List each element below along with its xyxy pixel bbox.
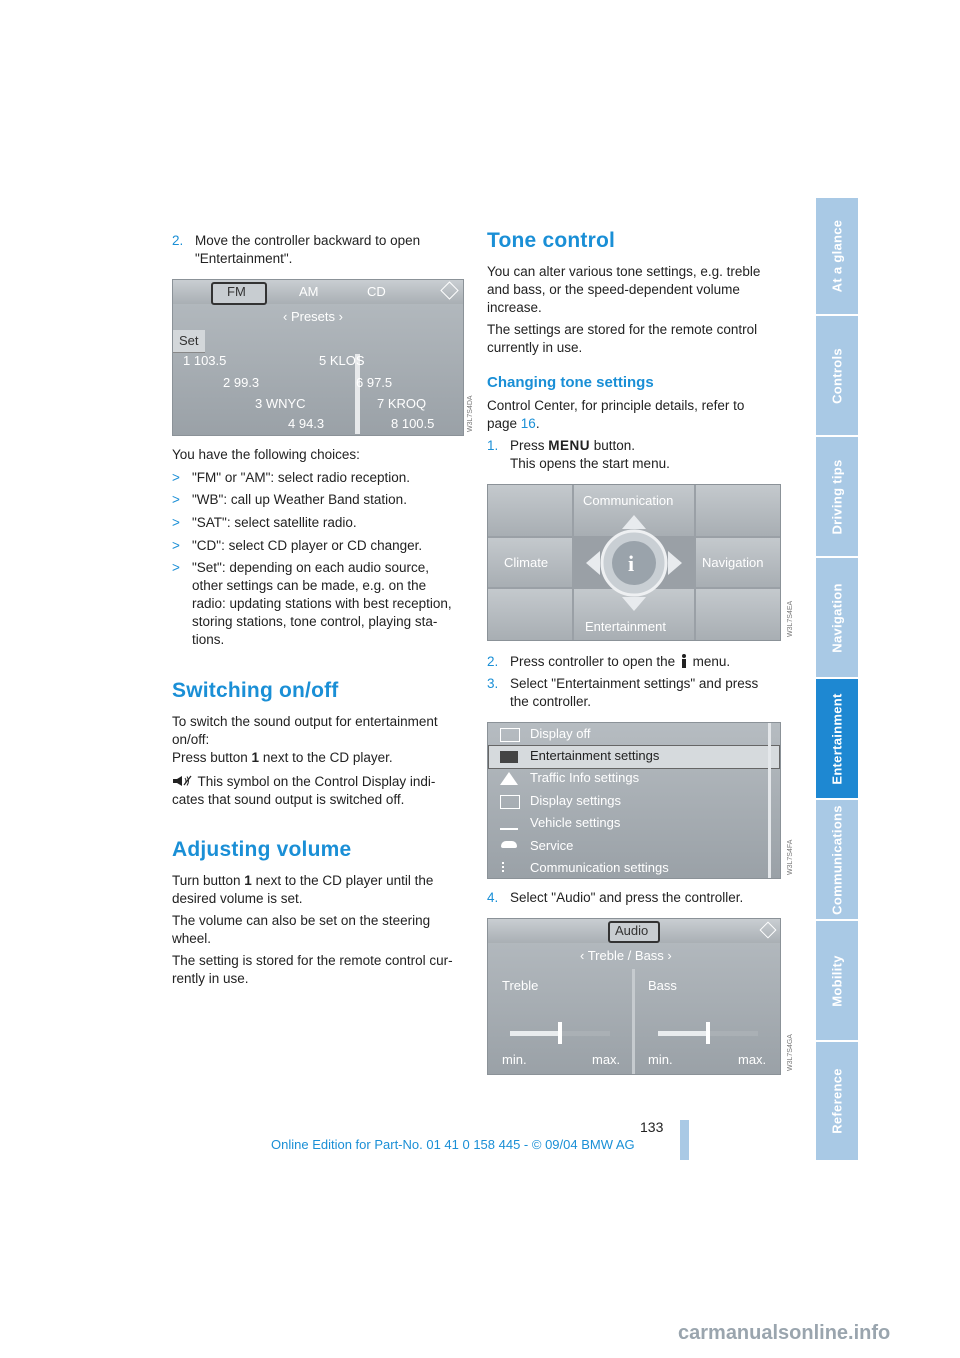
panel-divider (632, 969, 635, 1074)
list-item[interactable]: Display off (530, 726, 591, 741)
tone-step-3: 3. Select "Entertainment settings" and press the controller. (487, 676, 759, 709)
treble-slider-handle[interactable] (558, 1022, 562, 1044)
display-settings-icon (500, 795, 520, 809)
list-item[interactable]: Communication settings (530, 860, 669, 875)
entertainment-label: Entertainment (585, 619, 666, 634)
page-number-bar (680, 1120, 689, 1160)
tone-step-4: 4. Select "Audio" and press the controller. (487, 890, 744, 905)
tab-entertainment[interactable]: Entertainment (816, 679, 858, 798)
mute-speaker-icon (172, 774, 194, 786)
list-scrollbar[interactable] (768, 723, 771, 878)
preset-7[interactable]: 7 KROQ (377, 396, 427, 411)
list-item[interactable]: Traffic Info settings (530, 770, 640, 785)
preset-1[interactable]: 1 103.5 (183, 353, 227, 368)
tab-audio-label: Audio (615, 923, 649, 938)
bass-slider-fill (658, 1031, 708, 1036)
mute-symbol-paragraph: This symbol on the Control Display indi- cates that sound output is switched off. (172, 774, 436, 807)
list-item-selected[interactable]: Entertainment settings (530, 748, 660, 763)
image-code: W3L7S4FA (787, 839, 794, 875)
footer-edition: Online Edition for Part-No. 01 41 0 158 445 - © 09/04 BMW AG (271, 1137, 635, 1152)
preset-2[interactable]: 2 99.3 (223, 375, 260, 390)
step-number: 2. (172, 233, 184, 248)
bass-label: Bass (648, 978, 677, 993)
tone-control-heading: Tone control (487, 229, 616, 252)
tone-paragraph-1: You can alter various tone settings, e.g. treble and bass, or the speed-dependent volume increase. (487, 264, 761, 315)
list-item[interactable]: Service (530, 838, 574, 853)
preset-8[interactable]: 8 100.5 (391, 416, 435, 431)
list-item[interactable]: Vehicle settings (530, 815, 621, 830)
treble-slider-fill (510, 1031, 560, 1036)
volume-paragraph-1: Turn button 1 next to the CD player until the desired volume is set. (172, 873, 434, 906)
volume-paragraph-3: The setting is stored for the remote control cur- rently in use. (172, 953, 453, 986)
traffic-info-icon (500, 772, 518, 785)
info-i-icon (679, 654, 689, 668)
presets-header: ‹ Presets › (283, 309, 343, 324)
volume-paragraph-2: The volume can also be set on the steering wheel. (172, 913, 431, 946)
bullet-item: > "FM" or "AM": select radio reception. (172, 470, 410, 485)
tone-paragraph-2: The settings are stored for the remote control currently in use. (487, 322, 758, 355)
changing-tone-heading: Changing tone settings (487, 374, 654, 391)
image-code: W3L7S4GA (787, 1034, 794, 1071)
tile-top-right (696, 485, 780, 536)
bullet-item: > "WB": call up Weather Band station. (172, 492, 407, 507)
tile-bottom-right (696, 589, 780, 640)
set-label: Set (179, 333, 199, 348)
tab-fm-label: FM (227, 284, 246, 299)
bullet-item: > "SAT": select satellite radio. (172, 515, 357, 530)
tile-bottom-left (488, 589, 572, 640)
tab-navigation[interactable]: Navigation (816, 558, 858, 677)
treble-label: Treble (502, 978, 539, 993)
tone-step-1: 1. Press MENU button. This opens the start menu. (487, 438, 670, 471)
preset-5[interactable]: 5 KLOS (319, 353, 365, 368)
changing-paragraph: Control Center, for principle details, refer to page 16. (487, 398, 745, 431)
communication-label: Communication (583, 493, 674, 508)
display-off-icon (500, 728, 520, 742)
vehicle-settings-icon (500, 818, 518, 830)
choices-intro: You have the following choices: (172, 447, 360, 462)
service-car-icon (501, 841, 517, 848)
preset-6[interactable]: 6 97.5 (356, 375, 393, 390)
bass-slider-handle[interactable] (706, 1022, 710, 1044)
tone-step-2: 2. Press controller to open the menu. (487, 654, 731, 669)
image-code: W3L7S4EA (787, 600, 794, 637)
tab-controls[interactable]: Controls (816, 316, 858, 435)
entertainment-settings-icon (500, 751, 518, 763)
treble-bass-header: ‹ Treble / Bass › (580, 948, 672, 963)
watermark: carmanualsonline.info (678, 1322, 891, 1344)
switching-heading: Switching on/off (172, 679, 339, 702)
preset-3[interactable]: 3 WNYC (255, 396, 306, 411)
list-item[interactable]: Display settings (530, 793, 622, 808)
page-link[interactable]: 16 (520, 416, 536, 431)
settings-menu-screenshot (487, 722, 781, 879)
tab-driving-tips[interactable]: Driving tips (816, 437, 858, 556)
bullet-item-set: > "Set": depending on each audio source, other settings can be made, e.g. on the radio: updating stations with best reception, storing stations, tone control, playing sta- tions. (172, 560, 452, 647)
tab-reference[interactable]: Reference (816, 1042, 858, 1160)
bass-slider-track[interactable] (658, 1031, 758, 1036)
tab-cd-label[interactable]: CD (367, 284, 386, 299)
info-i-label: i (628, 551, 635, 576)
climate-label: Climate (504, 555, 549, 570)
communication-settings-icon (502, 862, 516, 872)
start-menu-screenshot (487, 484, 781, 641)
image-code: W3L7S4DA (467, 395, 474, 432)
audio-screenshot (487, 918, 781, 1075)
switching-paragraph: To switch the sound output for entertainment on/off: Press button 1 next to the CD player. (172, 714, 438, 765)
step-2 (172, 232, 462, 268)
tab-communications[interactable]: Communications (816, 800, 858, 919)
radio-screenshot (172, 279, 464, 436)
bass-min-label: min. (648, 1052, 673, 1067)
navigation-label: Navigation (702, 555, 764, 570)
tab-mobility[interactable]: Mobility (816, 921, 858, 1040)
step-text: Move the controller backward to open "Entertainment". (195, 233, 421, 266)
preset-4[interactable]: 4 94.3 (288, 416, 325, 431)
tile-top-left (488, 485, 572, 536)
tab-at-a-glance[interactable]: At a glance (816, 198, 858, 314)
treble-slider-track[interactable] (510, 1031, 610, 1036)
menu-button-label: MENU (548, 438, 591, 453)
volume-heading: Adjusting volume (172, 838, 352, 861)
bullet-item: > "CD": select CD player or CD changer. (172, 538, 423, 553)
page-number: 133 (640, 1119, 664, 1135)
tab-am-label[interactable]: AM (299, 284, 319, 299)
treble-min-label: min. (502, 1052, 527, 1067)
bass-max-label: max. (738, 1052, 767, 1067)
treble-max-label: max. (592, 1052, 621, 1067)
